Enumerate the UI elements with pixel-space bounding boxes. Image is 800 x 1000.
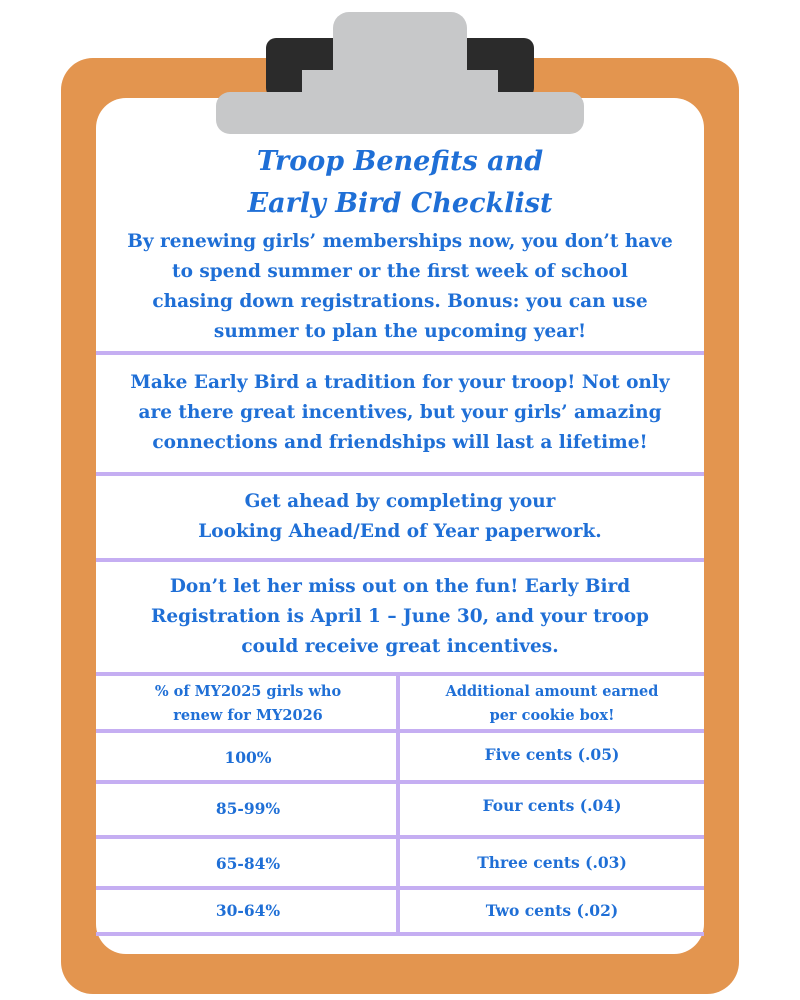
- section-divider: [96, 351, 704, 355]
- table-top-border: [96, 672, 704, 676]
- header-line: renew for MY2026: [173, 707, 323, 724]
- page-title-line-1: Troop Benefits and: [256, 146, 544, 177]
- header-line: per cookie box!: [489, 707, 615, 724]
- table-row-divider: [96, 835, 704, 839]
- section-divider: [96, 558, 704, 562]
- text-line: connections and friendships will last a lifetime!: [152, 432, 648, 453]
- text-line: By renewing girls’ memberships now, you don’t have: [127, 231, 673, 252]
- text-line: to spend summer or the first week of school: [172, 261, 628, 282]
- text-line: summer to plan the upcoming year!: [213, 321, 587, 342]
- table-cell-percent: 85-99%: [215, 799, 281, 818]
- header-line: % of MY2025 girls who: [154, 683, 342, 700]
- section-divider: [96, 472, 704, 476]
- paperwork-paragraph: [100, 487, 700, 547]
- table-cell-amount: Three cents (.03): [477, 853, 627, 872]
- text-line: are there great incentives, but your girls’ amazing: [138, 402, 662, 423]
- table-row-divider: [96, 886, 704, 890]
- table-cell-percent: 65-84%: [215, 854, 281, 873]
- table-row-divider: [96, 780, 704, 784]
- table-header-renewal-percent: [100, 680, 396, 728]
- text-line: Registration is April 1 – June 30, and your troop: [151, 606, 649, 627]
- clip-top: [333, 12, 467, 82]
- table-cell-amount: Four cents (.04): [482, 796, 622, 815]
- table-cell-percent: 30-64%: [215, 901, 281, 920]
- renewal-benefits-paragraph: [100, 227, 700, 347]
- early-bird-registration-paragraph: [100, 572, 700, 662]
- table-cell-amount: Two cents (.02): [485, 901, 619, 920]
- table-header-amount-earned: [400, 680, 704, 728]
- table-cell-percent: 100%: [224, 748, 272, 767]
- text-line: could receive great incentives.: [241, 636, 559, 657]
- header-line: Additional amount earned: [445, 683, 659, 700]
- text-line: Don’t let her miss out on the fun! Early Bird: [169, 576, 631, 597]
- page-title-line-2: Early Bird Checklist: [247, 188, 553, 219]
- text-line: Make Early Bird a tradition for your troop! Not only: [130, 372, 670, 393]
- table-cell-amount: Five cents (.05): [484, 745, 620, 764]
- text-line: chasing down registrations. Bonus: you can use: [152, 291, 648, 312]
- table-bottom-border: [96, 932, 704, 936]
- table-row-divider: [96, 729, 704, 733]
- tradition-paragraph: [100, 368, 700, 458]
- clip-bottom: [216, 92, 584, 134]
- text-line: Get ahead by completing your: [244, 491, 556, 512]
- text-line: Looking Ahead/End of Year paperwork.: [198, 521, 602, 542]
